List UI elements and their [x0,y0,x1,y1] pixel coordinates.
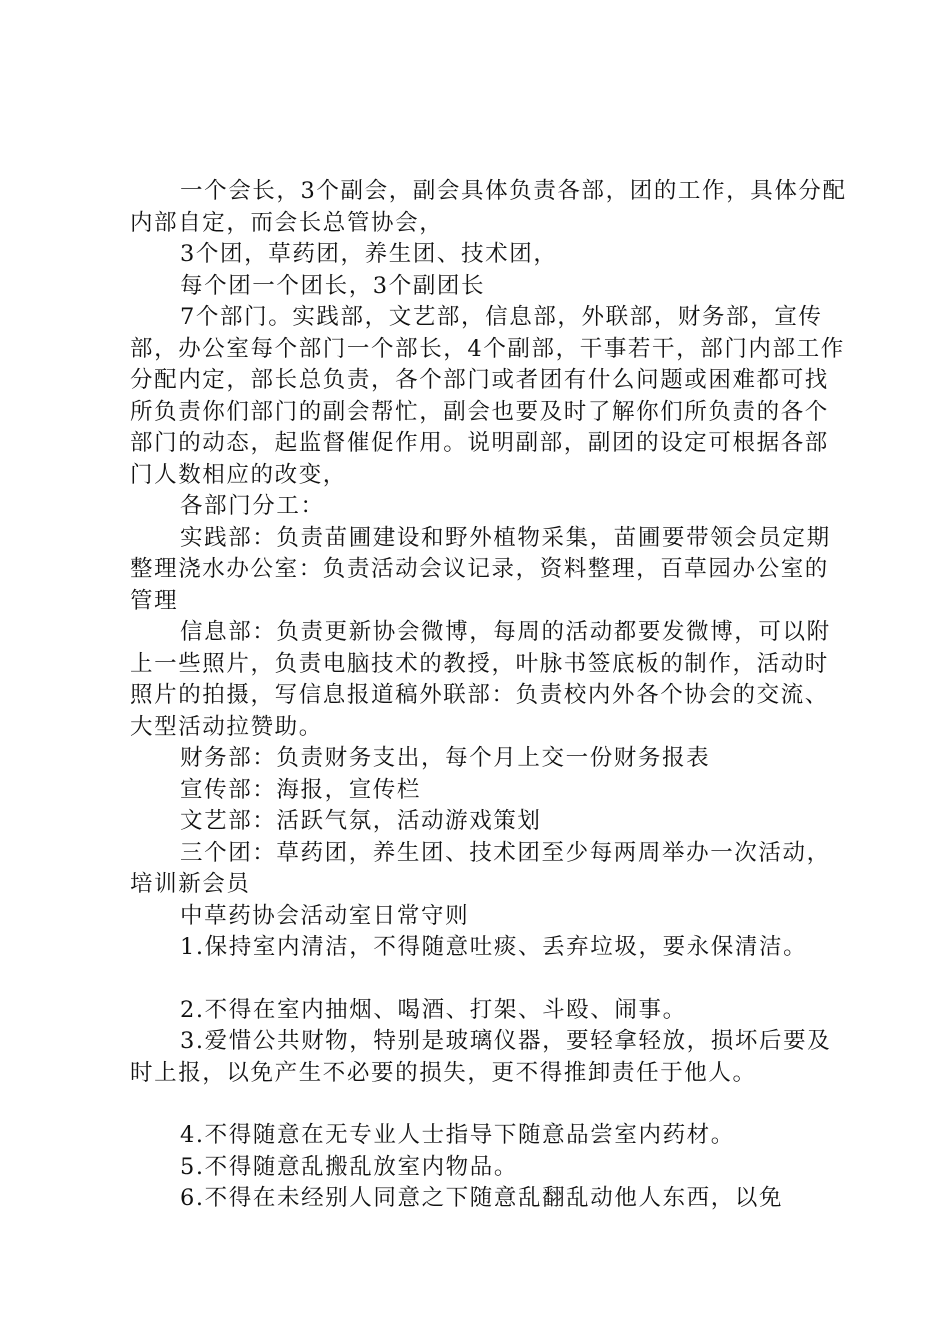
paragraph-practice-dept: 实践部：负责苗圃建设和野外植物采集，苗圃要带领会员定期整理浇水办公室：负责活动会议记录，资料整理，百草园办公室的管理 [130,524,831,614]
rule-item-3: 3.爱惜公共财物，特别是玻璃仪器，要轻拿轻放，损坏后要及时上报，以免产生不必要的损失，更不得推卸责任于他人。 [130,1028,832,1086]
rule-item-2: 2.不得在室内抽烟、喝酒、打架、斗殴、闹事。 [180,996,687,1023]
paragraph-arts-dept: 文艺部：活跃气氛，活动游戏策划 [180,808,542,834]
paragraph-info-dept: 信息部：负责更新协会微博，每周的活动都要发微博，可以附上一些照片，负责电脑技术的教授，叶脉书签底板的制作，活动时照片的拍摄，写信息报道稿外联部：负责校内外各个协会的交流、大型活动拉赞助。 [130,619,831,740]
paragraph-departments: 7个部门。实践部，文艺部，信息部，外联部，财务部，宣传部，办公室每个部门一个部长，4个副部，干事若干，部门内部工作分配内定，部长总负责，各个部门或者团有什么问题或困难都可找所负责你们部门的副会帮忙，副会也要及时了解你们所负责的各个部门的动态，起监督催促作用。说明副部，副团的设定可根据各部门人数相应的改变， [130,304,845,488]
paragraph-publicity-dept: 宣传部：海报，宣传栏 [180,776,422,803]
document-body [130,176,850,1215]
paragraph-rules-heading: 中草药协会活动室日常守则 [180,902,470,929]
rule-item-6: 6.不得在未经别人同意之下随意乱翻乱动他人东西，以免 [180,1185,784,1211]
rule-item-5: 5.不得随意乱搬乱放室内物品。 [180,1153,518,1180]
paragraph-three-groups: 三个团：草药团，养生团、技术团至少每两周举办一次活动，培训新会员 [130,839,831,897]
paragraph-groups: 3个团，草药团，养生团、技术团， [180,241,558,267]
paragraph-division-heading: 各部门分工： [180,493,325,519]
paragraph-group-leaders: 每个团一个团长，3个副团长 [180,272,486,299]
rule-item-1: 1.保持室内清洁，不得随意吐痰、丢弃垃圾，要永保清洁。 [180,934,808,960]
rule-item-4: 4.不得随意在无专业人士指导下随意品尝室内药材。 [180,1122,735,1148]
paragraph-finance-dept: 财务部：负责财务支出，每个月上交一份财务报表 [180,745,711,771]
paragraph-leadership: 一个会长，3个副会，副会具体负责各部，团的工作，具体分配内部自定，而会长总管协会， [130,178,847,236]
